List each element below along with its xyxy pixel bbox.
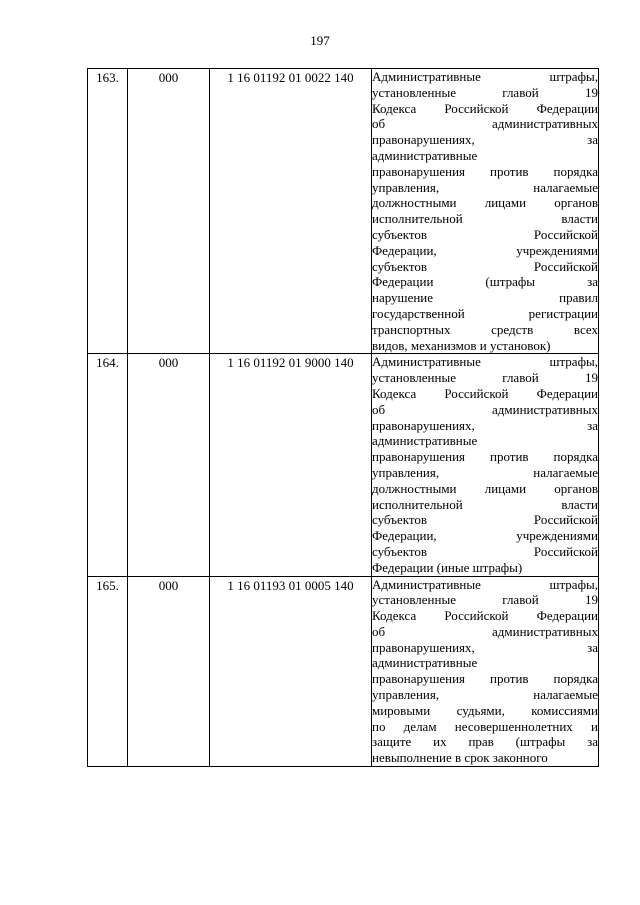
description-line: Федерации (штрафы за [372, 274, 598, 290]
description-line: правонарушения против порядка [372, 163, 598, 179]
administrator-code: 000 [158, 70, 179, 85]
classification-code: 1 16 01193 01 0005 140 [227, 577, 354, 593]
description-line: управления, налагаемые [372, 464, 598, 480]
description-line: об административных [372, 623, 598, 639]
description-line: по делам несовершеннолетних и [372, 718, 598, 734]
classification-code: 1 16 01192 01 9000 140 [227, 355, 354, 371]
description-line: субъектов Российской [372, 512, 598, 528]
classification-code-cell [210, 69, 372, 354]
administrator-code-cell [128, 354, 210, 576]
description-line: правонарушения против порядка [372, 671, 598, 687]
description-line: административные [372, 147, 478, 163]
administrator-code: 000 [158, 355, 179, 371]
row-number: 163. [96, 70, 119, 85]
table-row [88, 69, 599, 354]
description-cell [372, 576, 599, 767]
page-number: 197 [310, 33, 330, 48]
description-line: Административные штрафы, [372, 354, 598, 370]
description-line: Кодекса Российской Федерации [372, 608, 598, 624]
row-number: 164. [96, 355, 119, 371]
administrator-code-cell [128, 576, 210, 767]
description-line: правонарушения против порядка [372, 449, 598, 465]
row-number-cell [88, 354, 128, 576]
description-line: об административных [372, 116, 598, 132]
description-line: должностными лицами органов [372, 195, 598, 211]
description-line: Кодекса Российской Федерации [372, 100, 598, 116]
description-line: Федерации, учреждениями [372, 528, 598, 544]
description-line: об административных [372, 401, 598, 417]
description-line: видов, механизмов и установок) [372, 337, 551, 353]
description-line: исполнительной власти [372, 211, 598, 227]
description-line: Кодекса Российской Федерации [372, 385, 598, 401]
description-line: административные [372, 655, 478, 671]
description-line: нарушение правил [372, 290, 598, 306]
description-cell [372, 354, 599, 576]
classification-code-cell [210, 576, 372, 767]
description-line: Федерации (иные штрафы) [372, 559, 523, 575]
description-line: правонарушениях, за [372, 639, 598, 655]
description-line: субъектов Российской [372, 543, 598, 559]
description-line: должностными лицами органов [372, 480, 598, 496]
description-line: Федерации, учреждениями [372, 242, 598, 258]
description-line: установленные главой 19 [372, 592, 598, 608]
description-line: невыполнение в срок законного [372, 750, 548, 766]
description-line: административные [372, 433, 478, 449]
table-row [88, 354, 599, 576]
description-line: правонарушениях, за [372, 132, 598, 148]
description-line: Административные штрафы, [372, 69, 598, 84]
table-row [88, 576, 599, 767]
administrator-code-cell [128, 69, 210, 354]
classification-code: 1 16 01192 01 0022 140 [227, 70, 354, 85]
description-line: управления, налагаемые [372, 179, 598, 195]
description-line: субъектов Российской [372, 258, 598, 274]
description-line: Административные штрафы, [372, 576, 598, 592]
budget-classification-table [87, 68, 599, 767]
description-line: защите их прав (штрафы за [372, 734, 598, 750]
description-line: установленные главой 19 [372, 370, 598, 386]
classification-code-cell [210, 354, 372, 576]
description-line: мировыми судьями, комиссиями [372, 702, 598, 718]
description-line: субъектов Российской [372, 226, 598, 242]
row-number-cell [88, 69, 128, 354]
description-line: правонарушениях, за [372, 417, 598, 433]
row-number-cell [88, 576, 128, 767]
description-line: транспортных средств всех [372, 321, 598, 337]
description-line: управления, налагаемые [372, 687, 598, 703]
administrator-code: 000 [158, 577, 179, 593]
row-number: 165. [96, 577, 119, 593]
description-line: государственной регистрации [372, 305, 598, 321]
description-cell [372, 69, 599, 354]
description-line: исполнительной власти [372, 496, 598, 512]
description-line: установленные главой 19 [372, 84, 598, 100]
